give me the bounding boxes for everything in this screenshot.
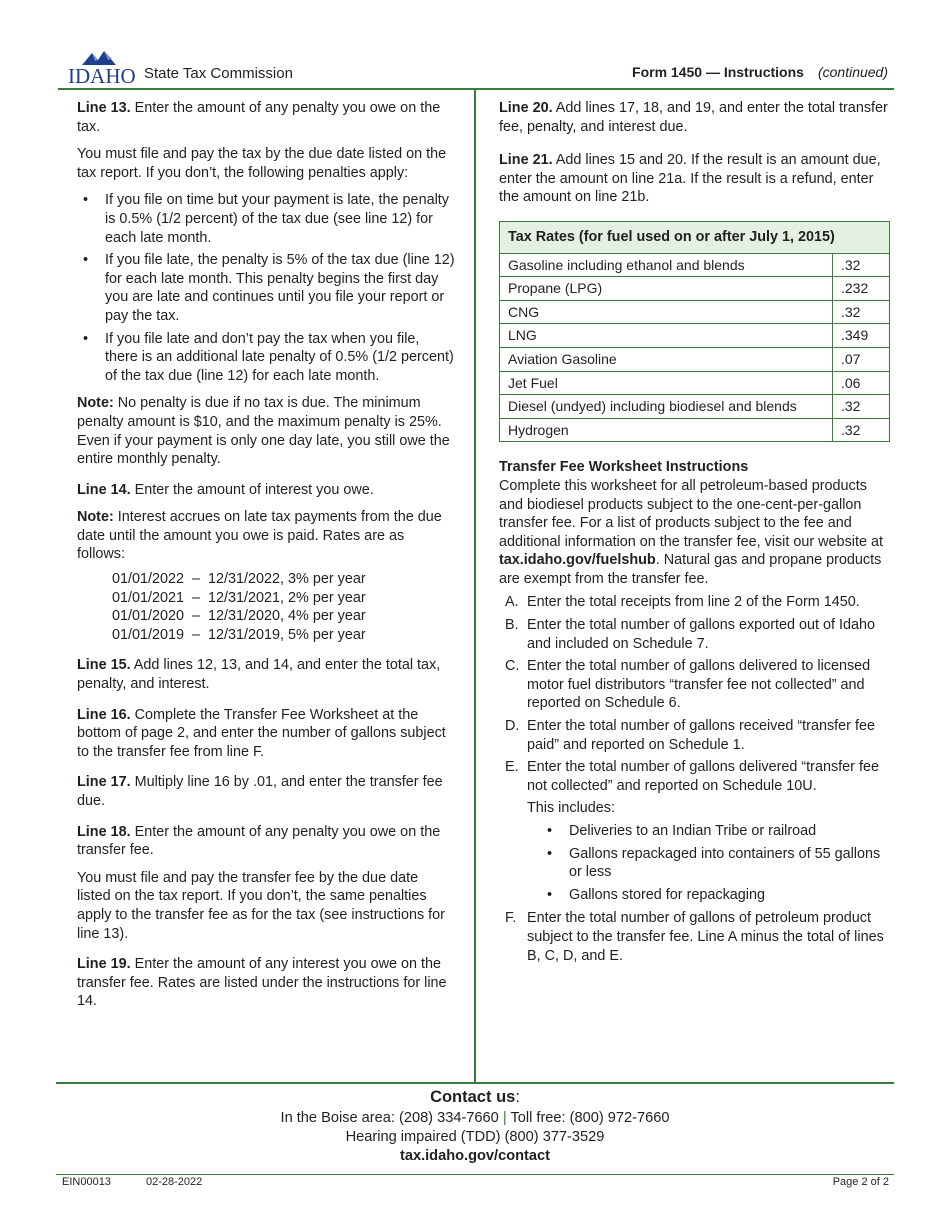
revision-date: 02-28-2022 xyxy=(146,1176,203,1188)
contact-title: Contact us: xyxy=(430,1088,520,1106)
table-row: Diesel (undyed) including biodiesel and blends .32 xyxy=(500,395,890,419)
line20-instruction: Line 20. Add lines 17, 18, and 19, and enter the total transfer fee, penalty, and interest due. xyxy=(499,100,888,135)
right-column xyxy=(499,99,891,969)
worksheet-item-a: A. Enter the total receipts from line 2 of the Form 1450. xyxy=(505,594,860,611)
table-row: Aviation Gasoline .07 xyxy=(500,347,890,371)
line21-instruction: Line 21. Add lines 15 and 20. If the result is an amount due, enter the amount on line 21a. If the result is a refund, enter the amount on line 21b. xyxy=(499,152,881,206)
svg-text:IDAHO: IDAHO xyxy=(68,64,136,84)
footer-divider xyxy=(56,1082,894,1084)
rate-row: 01/01/2021 – 12/31/2021, 2% per year xyxy=(112,589,366,606)
agency-name: State Tax Commission xyxy=(144,65,293,82)
table-row: LNG .349 xyxy=(500,324,890,348)
includes-bullet: • Gallons repackaged into containers of 55 gallons or less xyxy=(547,845,881,881)
worksheet-item-e: E. Enter the total number of gallons delivered “transfer fee not collected” and reported on Schedule 10U. xyxy=(505,759,879,794)
table-row: Gasoline including ethanol and blends .32 xyxy=(500,253,890,277)
line17-instruction: Line 17. Multiply line 16 by .01, and enter the transfer fee due. xyxy=(77,774,443,809)
left-column xyxy=(77,99,455,1020)
line14-instruction: Line 14. Enter the amount of interest you owe. xyxy=(77,481,374,498)
worksheet-item-d: D. Enter the total number of gallons received “transfer fee paid” and reported on Schedule 1. xyxy=(505,718,875,753)
column-divider xyxy=(474,90,476,1083)
interest-rates xyxy=(112,570,455,644)
rate-row: 01/01/2022 – 12/31/2022, 3% per year xyxy=(112,571,366,588)
table-row: Propane (LPG) .232 xyxy=(500,277,890,301)
penalty-note: Note: No penalty is due if no tax is due. The minimum penalty amount is $10, and the maximum penalty is 25%. Even if your payment is only one day late, you still owe the entire monthly penalty. xyxy=(77,395,450,468)
penalty-bullet: • If you file late, the penalty is 5% of the tax due (line 12) for each late month. This penalty begins the first day you are late and continues until you file your report or pay the tax. xyxy=(83,252,455,324)
worksheet-item-b: B. Enter the total number of gallons exported out of Idaho and included on Schedule 7. xyxy=(505,617,876,652)
tax-rates-table xyxy=(499,221,890,442)
line19-instruction: Line 19. Enter the amount of any interest you owe on the transfer fee. Rates are listed under the instructions for line 14. xyxy=(77,956,447,1010)
interest-note: Note: Interest accrues on late tax payments from the due date until the amount you owe is paid. Rates are as follows: xyxy=(77,509,442,563)
page-header xyxy=(58,46,894,90)
includes-bullet: • Gallons stored for repackaging xyxy=(547,886,765,903)
penalty-bullet: • If you file late and don’t pay the tax when you file, there is an additional late penalty of 0.5% (1/2 percent) of the tax due (line 12) for each late month. xyxy=(83,330,454,384)
worksheet-instructions: Transfer Fee Worksheet Instructions Complete this worksheet for all petroleum-based products and biodiesel products subject to the one-cent-per-gallon transfer fee. For a list of products subject to the fee and additional information on the transfer fee, visit our website at tax.idaho.gov/fuelshub. Natural gas and propane products are exempt from the transfer fee. xyxy=(499,459,883,587)
table-row: CNG .32 xyxy=(500,300,890,324)
fuelshub-link[interactable]: tax.idaho.gov/fuelshub xyxy=(499,552,656,569)
table-title: Tax Rates (for fuel used on or after July 1, 2015) xyxy=(500,221,890,253)
form-title: Form 1450 — Instructions (continued) xyxy=(632,64,888,80)
line18-paragraph: You must file and pay the transfer fee by the due date listed on the tax report. If you don’t, the same penalties apply to the transfer fee as for the tax (see instructions for line 13). xyxy=(77,869,445,942)
rate-row: 01/01/2020 – 12/31/2020, 4% per year xyxy=(112,608,366,625)
contact-block xyxy=(56,1088,894,1166)
contact-link[interactable]: tax.idaho.gov/contact xyxy=(399,1148,550,1164)
page-number: Page 2 of 2 xyxy=(832,1176,889,1188)
line13-paragraph: You must file and pay the tax by the due date listed on the tax report. If you don’t, the following penalties apply: xyxy=(77,146,447,181)
line16-instruction: Line 16. Complete the Transfer Fee Worksheet at the bottom of page 2, and enter the number of gallons subject to the transfer fee from line F. xyxy=(77,706,446,760)
table-row: Hydrogen .32 xyxy=(500,418,890,442)
includes-bullet: • Deliveries to an Indian Tribe or railroad xyxy=(547,823,817,839)
line15-instruction: Line 15. Add lines 12, 13, and 14, and enter the total tax, penalty, and interest. xyxy=(77,657,441,693)
phone-line: In the Boise area: (208) 334-7660 | Toll free: (800) 972-7660 xyxy=(280,1110,670,1126)
bottom-divider xyxy=(56,1174,894,1175)
worksheet-item-f: F. Enter the total number of gallons of petroleum product subject to the transfer fee. Line A minus the total of lines B, C, D, and E. xyxy=(505,910,884,964)
tdd-line: Hearing impaired (TDD) (800) 377-3529 xyxy=(345,1129,605,1145)
form-code: EIN00013 xyxy=(62,1176,111,1188)
includes-label: This includes: xyxy=(527,800,615,817)
idaho-logo xyxy=(68,48,140,84)
penalty-bullet: • If you file on time but your payment is late, the penalty is 0.5% (1/2 percent) of the tax due (see line 12) for each late month. xyxy=(83,192,449,246)
rate-row: 01/01/2019 – 12/31/2019, 5% per year xyxy=(112,626,366,643)
worksheet-item-c: C. Enter the total number of gallons delivered to licensed motor fuel distributors “transfer fee not collected” and reported on Schedule 6. xyxy=(505,658,871,712)
line18-instruction: Line 18. Enter the amount of any penalty you owe on the transfer fee. xyxy=(77,823,441,859)
line13-instruction: Line 13. Enter the amount of any penalty you owe on the tax. xyxy=(77,100,441,135)
worksheet-heading: Transfer Fee Worksheet Instructions xyxy=(499,459,749,476)
table-row: Jet Fuel .06 xyxy=(500,371,890,395)
